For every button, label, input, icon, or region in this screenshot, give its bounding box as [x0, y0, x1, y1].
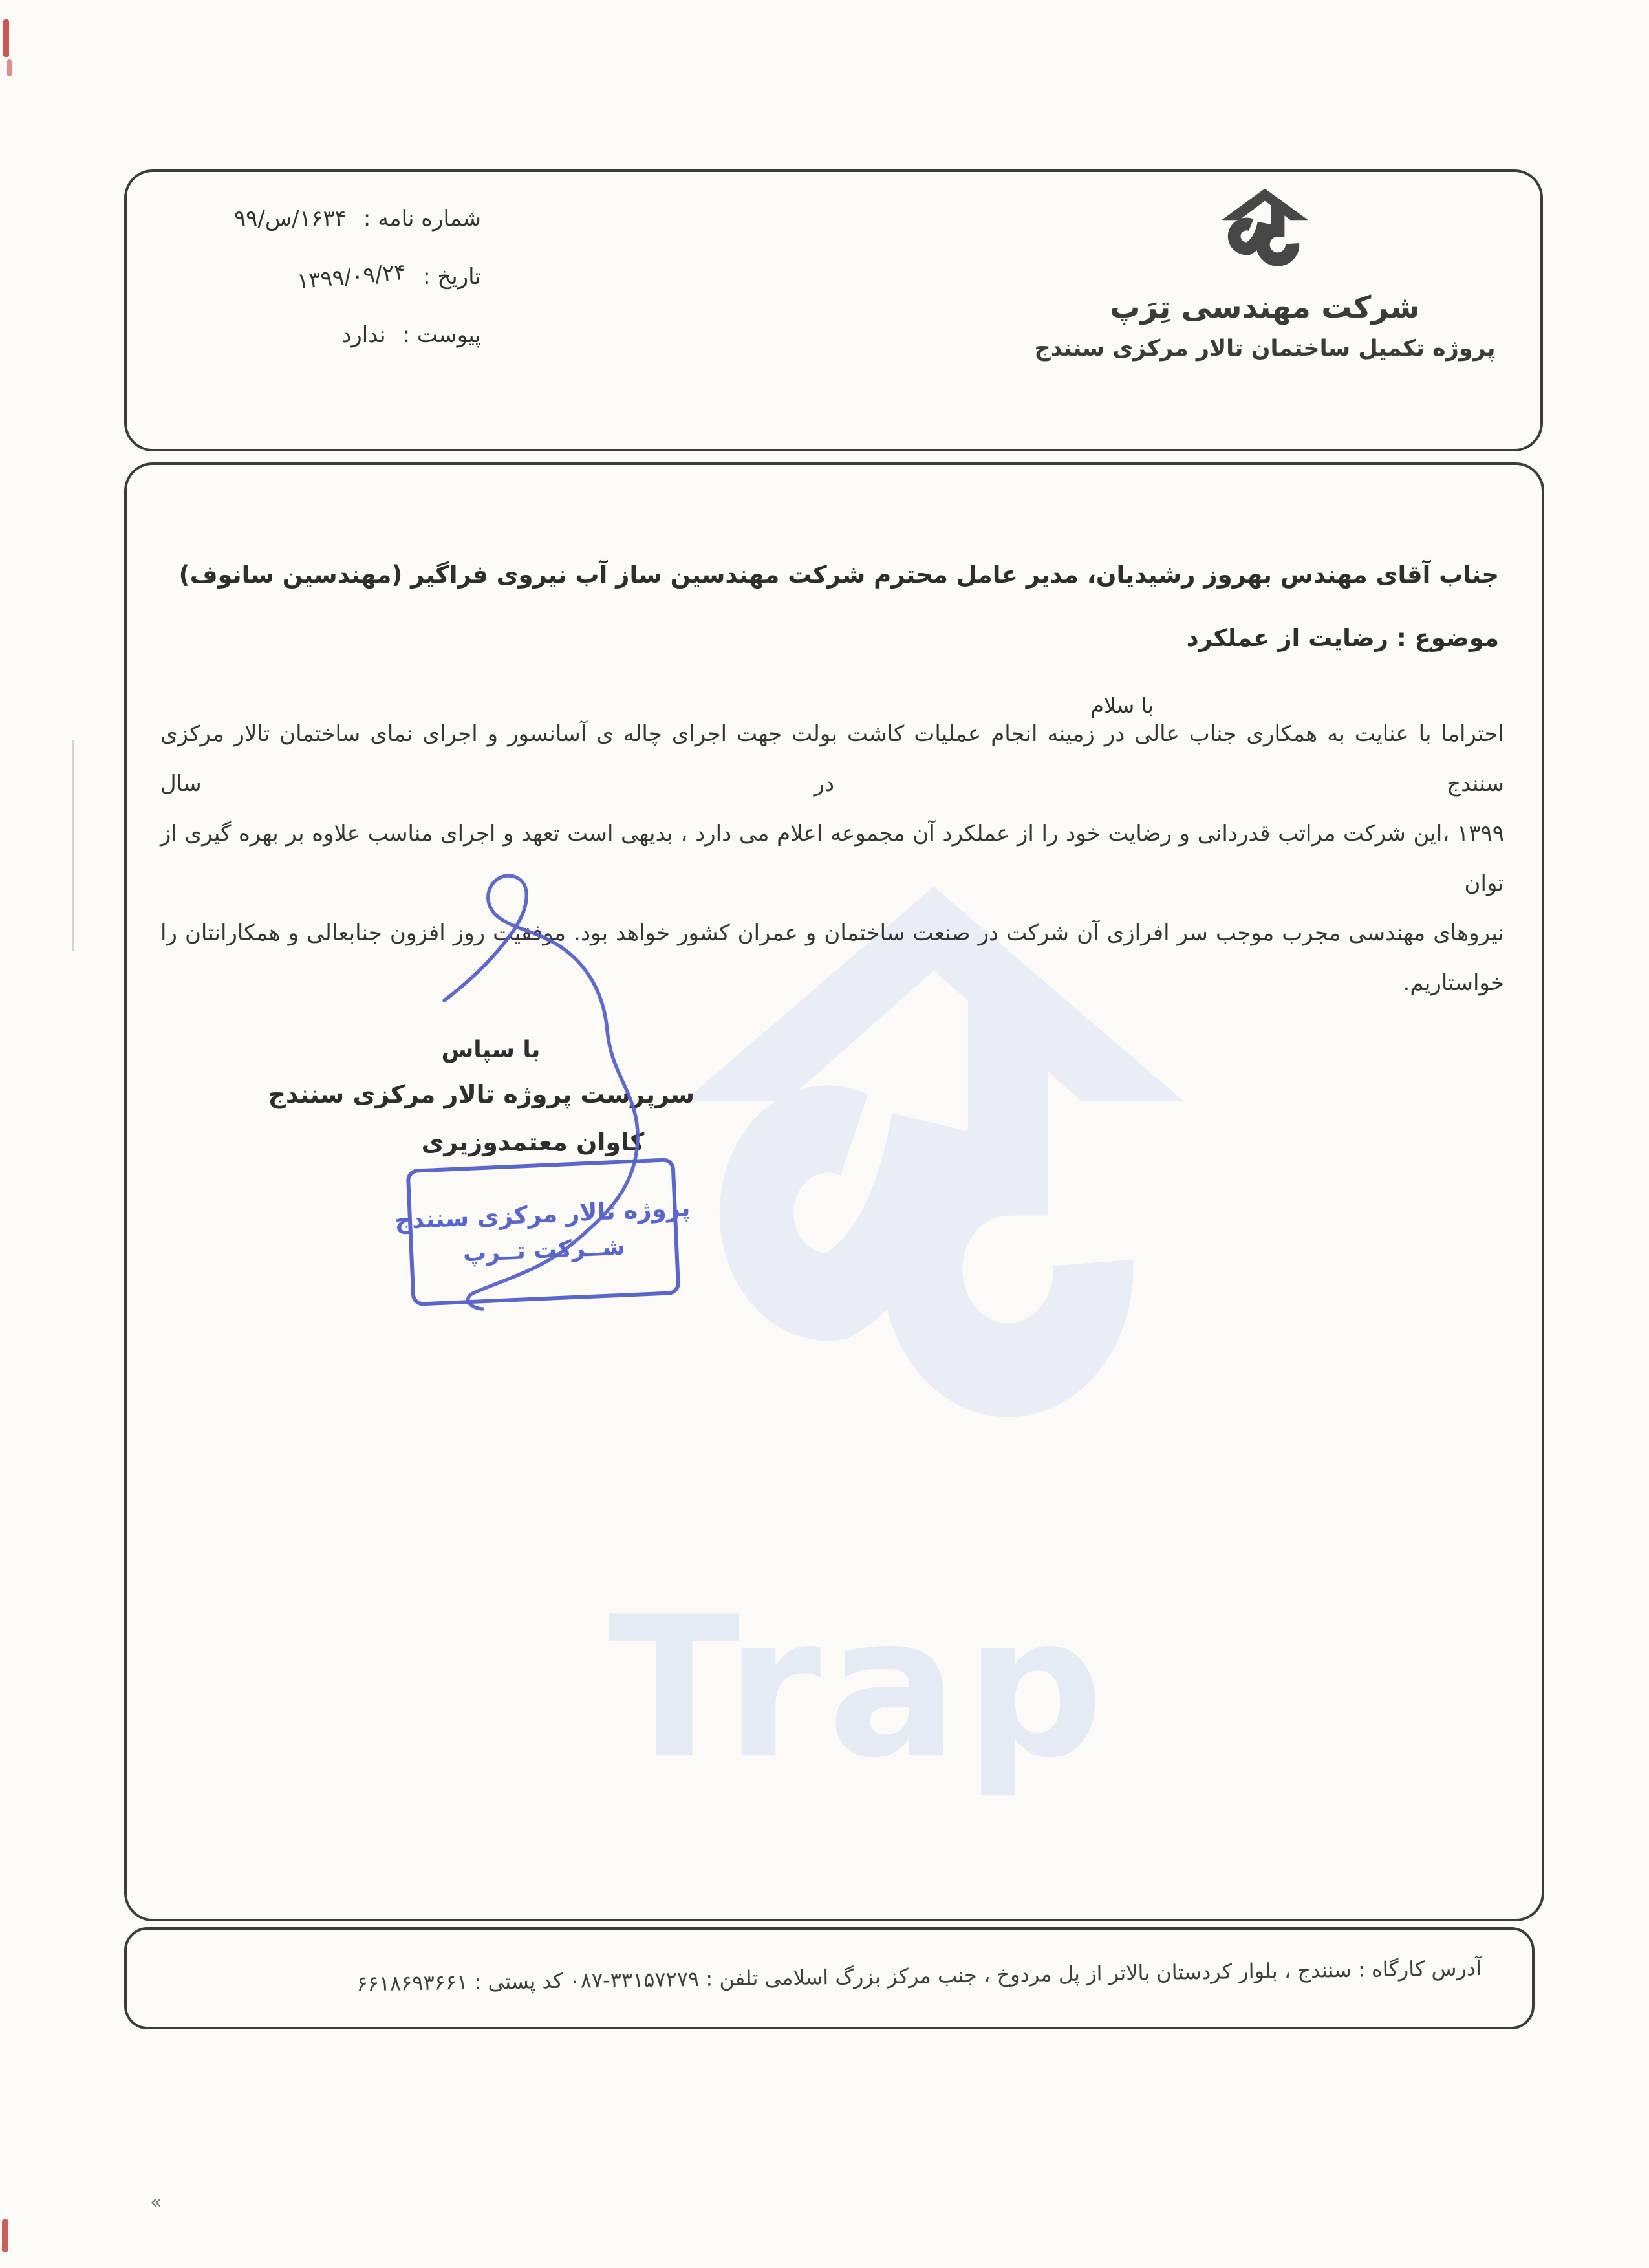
closing-role: سرپرست پروژه تالار مرکزی سنندج — [268, 1080, 695, 1108]
recipient-line: جناب آقای مهندس بهروز رشیدیان، مدیر عامل محترم شرکت مهندسین ساز آب نیروی فراگیر (مهندسین سانوف) — [178, 561, 1499, 589]
letter-attachment-label: پیوست : — [402, 322, 481, 348]
scan-artifact-pen-tick: « — [150, 2191, 162, 2214]
scan-artifact-red-mark — [2, 2219, 8, 2252]
letter-paragraph — [160, 709, 1504, 1008]
letter-date-row — [210, 259, 481, 295]
scan-artifact-line — [72, 740, 74, 951]
company-logo-house-monogram-icon — [1216, 184, 1314, 286]
project-name: پروژه تکمیل ساختمان تالار مرکزی سنندج — [1034, 336, 1496, 362]
company-name: شرکت مهندسی تِرَپ — [1110, 290, 1420, 325]
letter-date-label: تاریخ : — [423, 264, 481, 290]
scan-artifact-red-mark — [7, 59, 12, 76]
letter-meta-block — [210, 206, 481, 380]
letter-attachment-row — [210, 322, 481, 348]
letter-attachment-value: ندارد — [341, 322, 386, 348]
scan-artifact-red-mark — [3, 19, 9, 57]
watermark-trap-text: Trap — [608, 1575, 1110, 1800]
salutation: با سلام — [1090, 693, 1154, 718]
paragraph-line: احتراما با عنایت به همکاری جناب عالی در زمینه انجام عملیات کاشت بولت جهت اجرای چاله ی آسانسور و اجرای نمای ساختمان تالار مرکزی سنندج در سال — [160, 721, 1504, 797]
workshop-address: آدرس کارگاه : سنندج ، بلوار کردستان بالاتر از پل مردوخ ، جنب مرکز بزرگ اسلامی تلفن : ۳۳۱۵۷۲۷۹-۰۸۷ کد پستی : ۶۶۱۸۶۹۳۶۶۱ — [356, 1956, 1482, 1996]
letter-number-row — [210, 206, 481, 232]
stamp-line-company: شــرکت تــرپ — [462, 1233, 626, 1268]
closing-thanks: با سپاس — [441, 1037, 541, 1063]
letter-date-value: ۱۳۹۹/۰۹/۲۴ — [296, 259, 407, 295]
letterhead-box — [124, 169, 1543, 451]
subject-line: موضوع : رضایت از عملکرد — [1186, 624, 1499, 652]
paragraph-line: ۱۳۹۹ ،این شرکت مراتب قدردانی و رضایت خود را از عملکرد آن مجموعه اعلام می دارد ، بدیهی است تعهد و اجرای مناسب علاوه بر بهره گیری از توان — [160, 821, 1504, 896]
letter-body-box — [124, 462, 1544, 1921]
footer-box — [124, 1927, 1535, 2029]
closing-signer-name: کاوان معتمدوزیری — [421, 1128, 645, 1156]
letter-number-label: شماره نامه : — [363, 206, 481, 232]
letter-number-value: ۱۶۳۴/س/۹۹ — [233, 206, 347, 232]
company-masthead — [1034, 184, 1496, 362]
paragraph-line: نیروهای مهندسی مجرب موجب سر افرازی آن شرکت در صنعت ساختمان و عمران کشور خواهد بود. موفقیت روز افزون جنابعالی و همکارانتان را خواستاریم. — [160, 920, 1504, 996]
stamp-line-project: پروژه تالار مرکزی سنندج — [394, 1194, 691, 1235]
handwritten-signature — [391, 863, 714, 1335]
